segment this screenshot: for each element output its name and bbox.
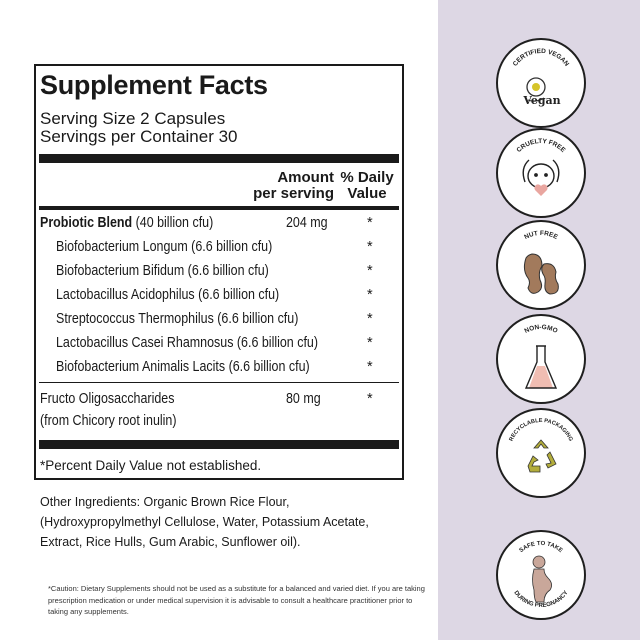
svg-text:DURING PREGNANCY: DURING PREGNANCY bbox=[512, 589, 570, 610]
daily-value-footnote: *Percent Daily Value not established. bbox=[40, 458, 262, 473]
nutrient-row: Biofobacterium Longum (6.6 billion cfu) * bbox=[56, 239, 373, 255]
divider-thin bbox=[39, 382, 399, 383]
serving-size: Serving Size 2 Capsules bbox=[40, 109, 226, 128]
svg-text:NUT FREE: NUT FREE bbox=[523, 229, 559, 242]
servings-per-container: Servings per Container 30 bbox=[40, 127, 238, 146]
svg-text:CERTIFIED VEGAN: CERTIFIED VEGAN bbox=[511, 47, 571, 68]
nutrient-row: Lactobacillus Casei Rhamnosus (6.6 billion cfu) * bbox=[56, 335, 373, 351]
certified-vegan-badge bbox=[496, 38, 586, 128]
nutrient-row: Probiotic Blend (40 billion cfu) 204 mg * bbox=[40, 215, 373, 231]
divider-thick bbox=[39, 154, 399, 163]
svg-text:RECYCLABLE PACKAGING: RECYCLABLE PACKAGING bbox=[508, 417, 574, 443]
nutrient-row: Lactobacillus Acidophilus (6.6 billion cfu) * bbox=[56, 287, 373, 303]
svg-text:SAFE TO TAKE: SAFE TO TAKE bbox=[518, 540, 564, 555]
caution-note: *Caution: Dietary Supplements should not be used as a substitute for a balanced and varied diet. If you are taking prescription medication or under medical supervision it is advisable to consult a healthcare practitioner prior to taking any supplements. bbox=[48, 584, 425, 616]
bunny-icon bbox=[523, 160, 559, 188]
cruelty-free-badge bbox=[496, 128, 586, 218]
nutrient-row-continued: (from Chicory root inulin) bbox=[40, 413, 177, 429]
nutrient-row: Biofobacterium Animalis Lacits (6.6 billion cfu) * bbox=[56, 359, 373, 375]
daily-value-header: % Daily Value bbox=[340, 169, 394, 202]
svg-text:CRUELTY FREE: CRUELTY FREE bbox=[515, 137, 567, 155]
vegan-mark-text: Vegan bbox=[523, 94, 561, 107]
pregnancy-safe-badge bbox=[496, 530, 586, 620]
peanut-icon bbox=[524, 254, 558, 294]
nutrient-row: Biofobacterium Bifidum (6.6 billion cfu) * bbox=[56, 263, 373, 279]
amount-header: Amount per serving bbox=[253, 169, 334, 202]
pregnant-woman-icon bbox=[533, 556, 552, 602]
nutrient-row: Streptococcus Thermophilus (6.6 billion cfu) * bbox=[56, 311, 373, 327]
non-gmo-badge bbox=[496, 314, 586, 404]
svg-text:NON-GMO: NON-GMO bbox=[523, 323, 559, 335]
recyclable-packaging-badge bbox=[496, 408, 586, 498]
divider-thick bbox=[39, 440, 399, 449]
heart-icon bbox=[534, 184, 547, 196]
facts-title: Supplement Facts bbox=[40, 70, 268, 100]
nutrient-row: Fructo Oligosaccharides 80 mg * bbox=[40, 391, 373, 407]
supplement-facts-panel bbox=[34, 64, 404, 480]
other-ingredients: Other Ingredients: Organic Brown Rice Flour, (Hydroxypropylmethyl Cellulose, Water, Potassium Acetate, Extract, Rice Hulls, Gum Arabic, Sunflower oil). bbox=[40, 495, 369, 549]
recycle-icon bbox=[528, 440, 556, 472]
divider-medium bbox=[39, 206, 399, 210]
flask-icon bbox=[526, 346, 556, 388]
nut-free-badge bbox=[496, 220, 586, 310]
